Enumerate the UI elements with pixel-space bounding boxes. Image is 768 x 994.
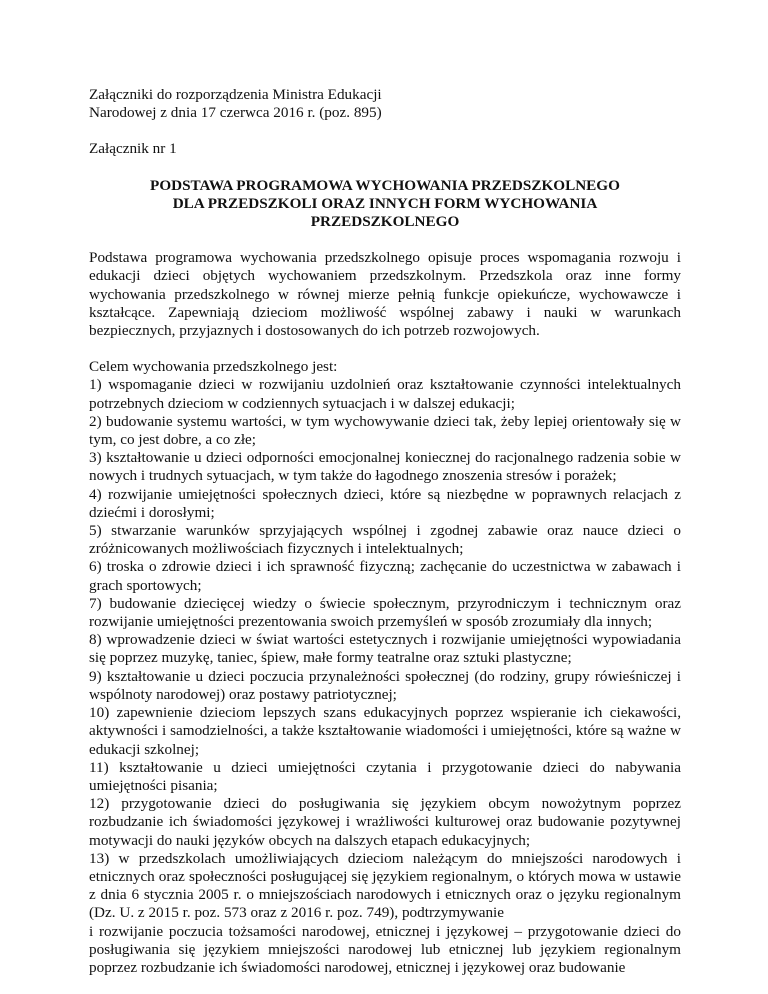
title-line-2: DLA PRZEDSZKOLI ORAZ INNYCH FORM WYCHOWANIA (172, 194, 598, 212)
goal-item-5: 5) stwarzanie warunków sprzyjających wspólnej i zgodnej zabawie oraz nauce dzieci o zróżnicowanych możliwościach fizycznych i intelektualnych; (89, 522, 681, 558)
goal-item-8: 8) wprowadzenie dzieci w świat wartości estetycznych i rozwijanie umiejętności wypowiadania się poprzez muzykę, taniec, śpiew, małe formy teatralne oraz sztuki plastyczne; (89, 631, 681, 667)
goal-item-4: 4) rozwijanie umiejętności społecznych dzieci, które są niezbędne w poprawnych relacjach z dziećmi i dorosłymi; (89, 485, 681, 521)
goal-item-2: 2) budowanie systemu wartości, w tym wychowywanie dzieci tak, żeby lepiej orientowały się w tym, co jest dobre, a co złe; (89, 412, 681, 449)
goals-heading: Celem wychowania przedszkolnego jest: (89, 358, 338, 376)
goal-item-13-continued: i rozwijanie poczucia tożsamości narodowej, etnicznej i językowej – przygotowanie dzieci do posługiwania się językiem mniejszości narodowej lub etnicznej lub językiem regionalnym poprzez rozbudzanie ich świadomości narodowej, etnicznej i językowej oraz budowanie (89, 922, 681, 976)
document-title (89, 177, 681, 232)
goal-item-3: 3) kształtowanie u dzieci odporności emocjonalnej koniecznej do racjonalnego radzenia sobie w nowych i trudnych sytuacjach, w tym także do łagodnego znoszenia stresów i porażek; (89, 449, 681, 485)
goal-item-1: 1) wspomaganie dzieci w rozwijaniu uzdolnień oraz kształtowanie czynności intelektualnych potrzebnych dzieciom w codziennych sytuacjach i w dalszej edukacji; (89, 376, 681, 412)
regulation-header-line-2: Narodowej z dnia 17 czerwca 2016 r. (poz. 895) (89, 104, 382, 122)
title-line-3: PRZEDSZKOLNEGO (310, 213, 460, 231)
goal-item-13: 13) w przedszkolach umożliwiających dzieciom należącym do mniejszości narodowych i etnicznych oraz społeczności posługującej się językiem regionalnym, o których mowa w ustawie z dnia 6 stycznia 2005 r. o mniejszościach narodowych i etnicznych oraz o języku regionalnym (Dz. U. z 2015 r. poz. 573 oraz z 2016 r. poz. 749), podtrzymywanie (89, 849, 681, 922)
goal-item-9: 9) kształtowanie u dzieci poczucia przynależności społecznej (do rodziny, grupy rówieśniczej i wspólnoty narodowej) oraz postawy patriotycznej; (89, 667, 681, 703)
regulation-header-line-1: Załączniki do rozporządzenia Ministra Edukacji (89, 86, 382, 103)
regulation-header (89, 86, 681, 122)
goal-item-12: 12) przygotowanie dzieci do posługiwania się językiem obcym nowożytnym poprzez rozbudzanie ich świadomości językowej i wrażliwości kulturowej oraz budowanie pozytywnej motywacji do nauki języków obcych na dalszych etapach edukacyjnych; (89, 795, 681, 849)
annex-label: Załącznik nr 1 (89, 140, 177, 158)
intro-paragraph: Podstawa programowa wychowania przedszkolnego opisuje proces wspomagania rozwoju i edukacji dzieci objętych wychowaniem przedszkolnym. Przedszkola oraz inne formy wychowania przedszkolnego w równej mierze pełnią funkcje opiekuńcze, wychowawcze i kształcące. Zapewniają dzieciom możliwość wspólnej zabawy i nauki w warunkach bezpiecznych, przyjaznych i dostosowanych do ich potrzeb rozwojowych. (89, 249, 681, 340)
goal-item-11: 11) kształtowanie u dzieci umiejętności czytania i przygotowanie dzieci do nabywania umiejętności pisania; (89, 758, 681, 794)
document-page (89, 86, 681, 977)
title-line-1: PODSTAWA PROGRAMOWA WYCHOWANIA PRZEDSZKOLNEGO (150, 176, 620, 194)
goals-list (89, 376, 681, 977)
goal-item-6: 6) troska o zdrowie dzieci i ich sprawność fizyczną; zachęcanie do uczestnictwa w zabawach i grach sportowych; (89, 558, 681, 594)
goal-item-10: 10) zapewnienie dzieciom lepszych szans edukacyjnych poprzez wspieranie ich ciekawości, aktywności i samodzielności, a także kształtowanie wiadomości i umiejętności, które są ważne w edukacji szkolnej; (89, 704, 681, 758)
goal-item-7: 7) budowanie dziecięcej wiedzy o świecie społecznym, przyrodniczym i technicznym oraz rozwijanie umiejętności prezentowania swoich przemyśleń w sposób zrozumiały dla innych; (89, 594, 681, 631)
